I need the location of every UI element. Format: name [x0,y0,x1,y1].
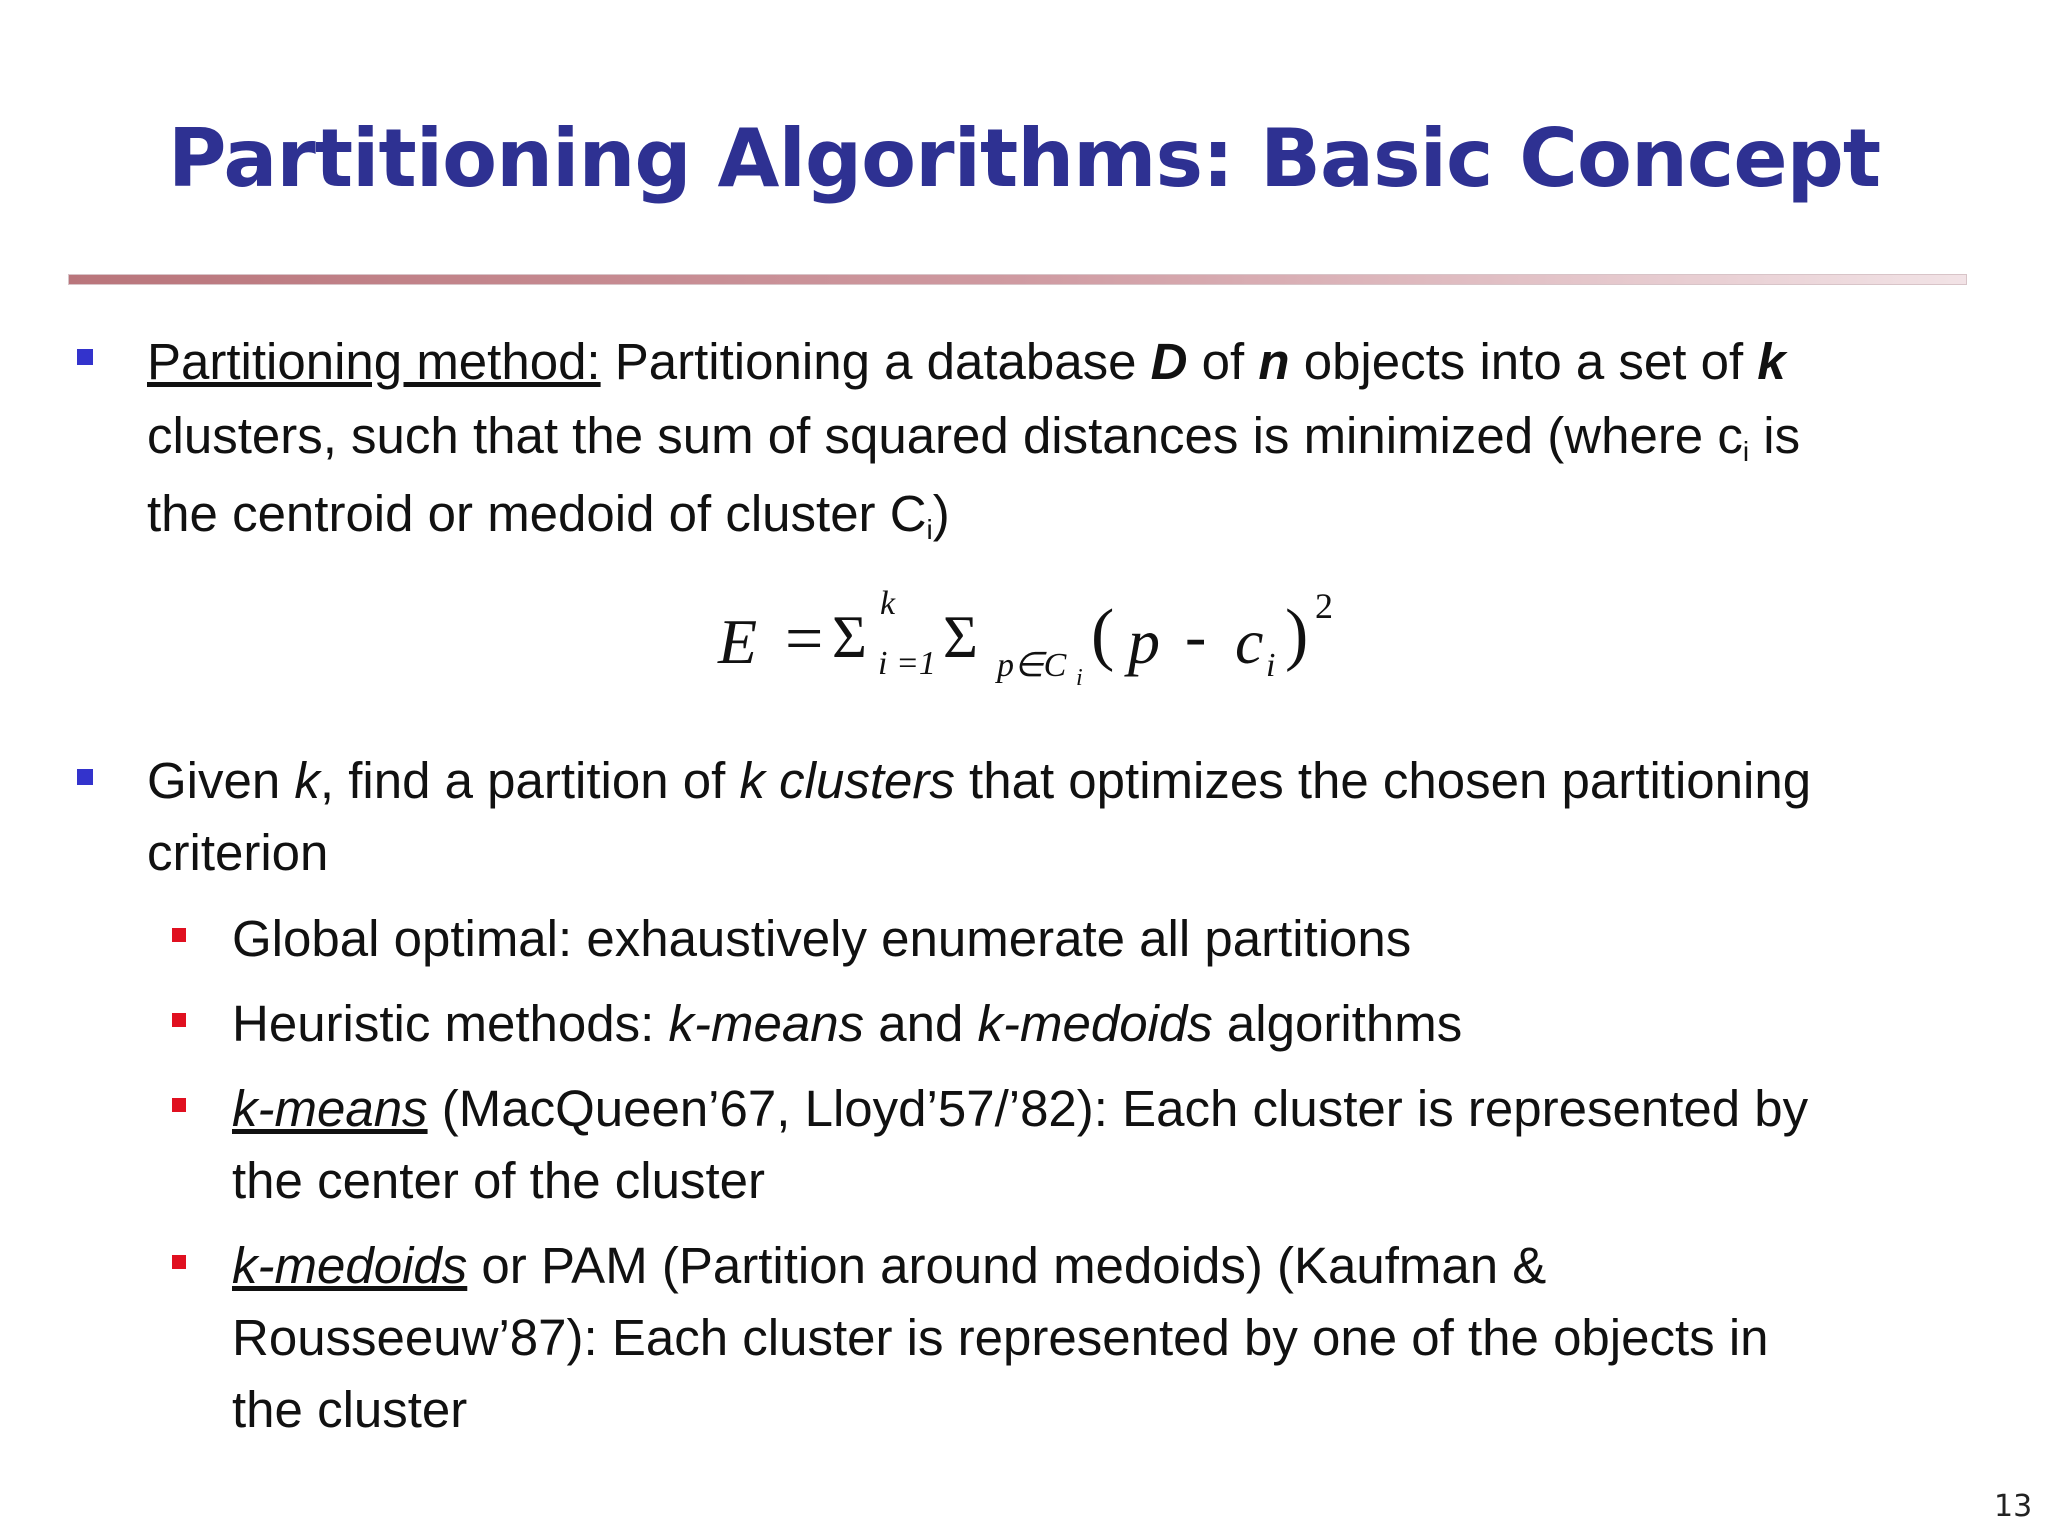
sse-formula [700,585,1400,705]
sub-bullet-line: Rousseeuw’87): Each cluster is represented by one of the objects in [232,1309,1769,1366]
sub-bullet-marker [172,928,186,942]
sub-bullet-text: (MacQueen’67, Lloyd’57/’82): Each cluster is represented by [427,1080,1809,1137]
subscript: i [926,514,933,545]
bullet1-text: ) [932,485,950,542]
formula-open-paren: ( [1091,596,1115,673]
k-clusters: k clusters [739,752,955,809]
bullet-marker [77,349,93,365]
bullet2-text: that optimizes the chosen partitioning [954,752,1812,809]
bullet2-text: Given [147,752,295,809]
sub-bullet-kmeans [232,1073,1808,1217]
bullet1-text: is [1749,407,1801,464]
bullet1-text: the centroid or medoid of cluster C [147,485,927,542]
sub-bullet-line: the cluster [232,1381,468,1438]
bullet1-line2 [147,400,1800,472]
bullet-given-k [147,745,1811,889]
kmeans-term: k-means [232,1080,428,1137]
bullet-marker [77,769,93,785]
kmeans-term: k-means [668,995,865,1052]
bullet-partitioning-method [147,326,1800,550]
kmedoids-term: k-medoids [232,1237,468,1294]
sub-bullet-text: Global optimal: exhaustively enumerate all partitions [232,910,1412,967]
bullet1-text: clusters, such that the sum of squared distances is minimized (where c [147,407,1743,464]
sub-bullet-text [232,988,1462,1060]
var-n: n [1258,333,1290,390]
bullet2-line2: criterion [147,824,329,881]
sub-bullet-heuristic [232,988,1462,1060]
formula-p: p [1128,606,1160,677]
formula-c-sub: i [1266,647,1276,684]
sub-bullet-marker [172,1255,186,1269]
sub-bullet-kmedoids [232,1230,1769,1446]
title-divider [68,274,1967,285]
formula-minus: - [1185,600,1207,671]
formula-sigma2: Σ [943,604,978,670]
bullet1-line1 [147,326,1800,398]
bullet1-text: Partitioning a database [600,333,1151,390]
sub-bullet-text: or PAM (Partition around medoids) (Kaufman & [467,1237,1547,1294]
formula-E: E [718,606,758,677]
sub-bullet-line: the center of the cluster [232,1152,765,1209]
sub-bullet-marker [172,1013,186,1027]
formula-p-in-C: p∈C [997,647,1067,684]
formula-sigma: Σ [832,604,867,670]
var-k: k [1757,333,1786,390]
bullet2-line1 [147,745,1811,817]
sub-bullet-text: and [864,995,978,1052]
sub-bullet-marker [172,1098,186,1112]
sub-bullet-line [232,1230,1769,1302]
formula-close-paren: ) [1285,596,1309,673]
subscript: i [1742,436,1750,467]
slide-title: Partitioning Algorithms: Basic Concept [167,112,1881,205]
formula-power: 2 [1315,586,1333,626]
sub-bullet-text: algorithms [1212,995,1463,1052]
formula-lower-i1: i =1 [878,645,936,682]
sub-bullet-global-optimal [232,903,1411,975]
bullet1-text: of [1187,333,1259,390]
var-k: k [294,752,320,809]
sub-bullet-text: Heuristic methods: [232,995,669,1052]
bullet1-line3 [147,478,1800,550]
bullet1-text: objects into a set of [1289,333,1758,390]
formula-upper-k: k [880,585,896,622]
sub-bullet-line [232,1073,1808,1145]
formula-equals: = [785,600,824,676]
formula-C-sub: i [1076,665,1083,691]
method-label: Partitioning method: [147,333,601,390]
kmedoids-term: k-medoids [977,995,1213,1052]
bullet2-text: , find a partition of [319,752,740,809]
var-D: D [1150,333,1188,390]
slide-number: 13 [1994,1489,2033,1524]
formula-c: c [1235,606,1264,677]
